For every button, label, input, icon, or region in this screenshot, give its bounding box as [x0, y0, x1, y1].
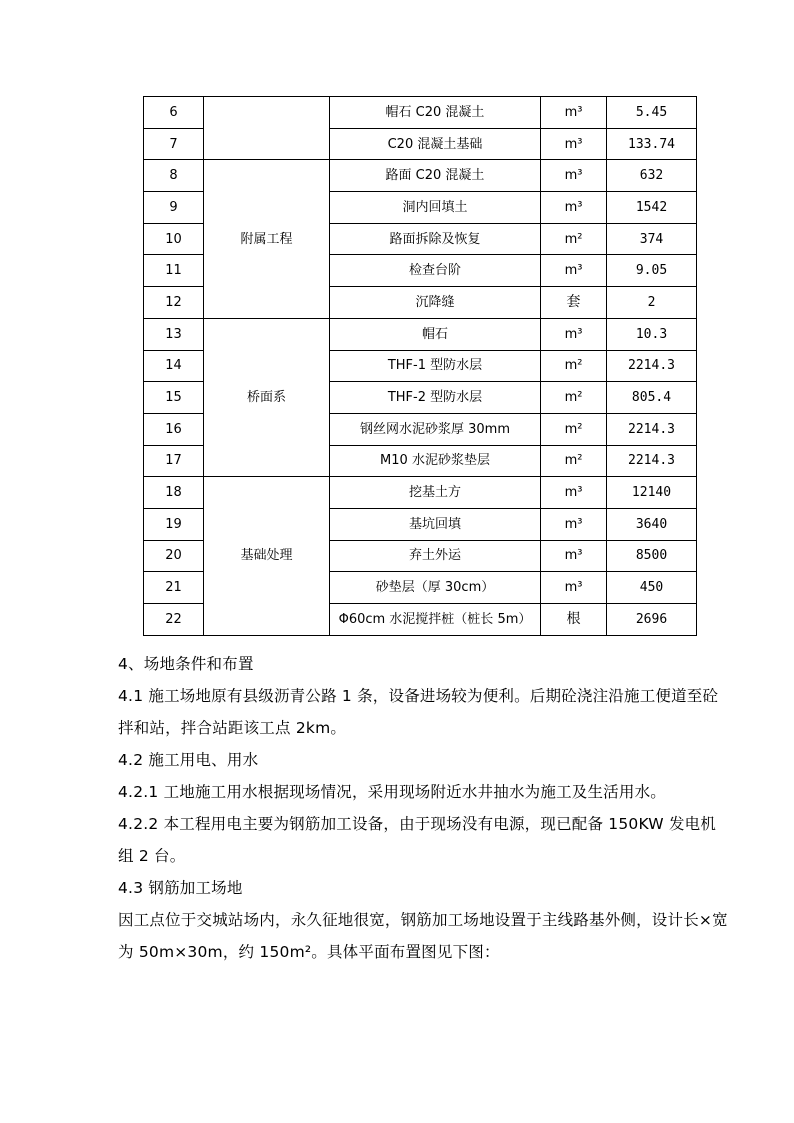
unit-cell: m³ [541, 255, 607, 287]
table-row [144, 318, 697, 350]
unit-cell: m³ [541, 192, 607, 224]
section-4-2-2-text: 4.2.2 本工程用电主要为钢筋加工设备，由于现场没有电源，现已配备 150KW 发电机组 2 台。 [118, 815, 717, 865]
quantity-cell: 2696 [607, 604, 697, 636]
unit-cell: m² [541, 413, 607, 445]
item-name: Φ60cm 水泥搅拌桩（桩长 5m） [330, 604, 541, 636]
quantity-cell: 805.4 [607, 382, 697, 414]
row-number: 18 [144, 477, 204, 509]
table-row [144, 477, 697, 509]
quantity-cell: 3640 [607, 508, 697, 540]
row-number: 15 [144, 382, 204, 414]
group-cell-qiaomianxi: 桥面系 [204, 318, 330, 476]
quantity-cell: 2 [607, 287, 697, 319]
unit-cell: m² [541, 350, 607, 382]
quantity-cell: 133.74 [607, 128, 697, 160]
unit-cell: m³ [541, 318, 607, 350]
body-text [118, 648, 728, 968]
unit-cell: 根 [541, 604, 607, 636]
item-name: 挖基土方 [330, 477, 541, 509]
quantity-cell: 10.3 [607, 318, 697, 350]
quantity-cell: 12140 [607, 477, 697, 509]
unit-cell: m³ [541, 508, 607, 540]
item-name: 砂垫层（厚 30cm） [330, 572, 541, 604]
item-name: 钢丝网水泥砂浆厚 30mm [330, 413, 541, 445]
unit-cell: m³ [541, 160, 607, 192]
row-number: 8 [144, 160, 204, 192]
quantity-cell: 1542 [607, 192, 697, 224]
row-number: 11 [144, 255, 204, 287]
quantity-cell: 632 [607, 160, 697, 192]
unit-cell: m³ [541, 97, 607, 129]
row-number: 7 [144, 128, 204, 160]
unit-cell: m³ [541, 477, 607, 509]
item-name: THF-1 型防水层 [330, 350, 541, 382]
unit-cell: m³ [541, 128, 607, 160]
item-name: 路面 C20 混凝土 [330, 160, 541, 192]
item-name: C20 混凝土基础 [330, 128, 541, 160]
section-4-2-title: 4.2 施工用电、用水 [118, 751, 259, 769]
item-name: 弃土外运 [330, 540, 541, 572]
unit-cell: m³ [541, 572, 607, 604]
item-name: 沉降缝 [330, 287, 541, 319]
row-number: 6 [144, 97, 204, 129]
row-number: 10 [144, 223, 204, 255]
item-name: 帽石 [330, 318, 541, 350]
row-number: 13 [144, 318, 204, 350]
section-4-title: 4、场地条件和布置 [118, 655, 254, 673]
unit-cell: m² [541, 445, 607, 477]
row-number: 21 [144, 572, 204, 604]
item-name: 路面拆除及恢复 [330, 223, 541, 255]
table-row [144, 97, 697, 129]
item-name: 检查台阶 [330, 255, 541, 287]
section-4-3-title: 4.3 钢筋加工场地 [118, 879, 243, 897]
row-number: 16 [144, 413, 204, 445]
row-number: 14 [144, 350, 204, 382]
row-number: 12 [144, 287, 204, 319]
quantity-cell: 2214.3 [607, 350, 697, 382]
item-name: 帽石 C20 混凝土 [330, 97, 541, 129]
quantity-cell: 450 [607, 572, 697, 604]
item-name: M10 水泥砂浆垫层 [330, 445, 541, 477]
unit-cell: m² [541, 223, 607, 255]
unit-cell: m² [541, 382, 607, 414]
item-name: 洞内回填土 [330, 192, 541, 224]
row-number: 19 [144, 508, 204, 540]
quantity-cell: 2214.3 [607, 445, 697, 477]
table-row [144, 160, 697, 192]
section-4-2-1-text: 4.2.1 工地施工用水根据现场情况，采用现场附近水井抽水为施工及生活用水。 [118, 783, 666, 801]
row-number: 20 [144, 540, 204, 572]
group-cell [204, 97, 330, 160]
item-name: THF-2 型防水层 [330, 382, 541, 414]
item-name: 基坑回填 [330, 508, 541, 540]
quantity-cell: 5.45 [607, 97, 697, 129]
quantity-cell: 9.05 [607, 255, 697, 287]
section-4-1-text: 4.1 施工场地原有县级沥青公路 1 条，设备进场较为便利。后期砼浇注沿施工便道至砼拌和站，拌合站距该工点 2km。 [118, 687, 719, 737]
quantity-cell: 8500 [607, 540, 697, 572]
row-number: 9 [144, 192, 204, 224]
row-number: 22 [144, 604, 204, 636]
group-cell-fushu: 附属工程 [204, 160, 330, 318]
quantity-cell: 2214.3 [607, 413, 697, 445]
unit-cell: m³ [541, 540, 607, 572]
unit-cell: 套 [541, 287, 607, 319]
quantity-cell: 374 [607, 223, 697, 255]
section-4-3-text: 因工点位于交城站场内，永久征地很宽，钢筋加工场地设置于主线路基外侧，设计长×宽为 50m×30m，约 150m²。具体平面布置图见下图： [118, 911, 728, 961]
row-number: 17 [144, 445, 204, 477]
group-cell-jichuchuli: 基础处理 [204, 477, 330, 635]
quantity-table [143, 96, 697, 636]
